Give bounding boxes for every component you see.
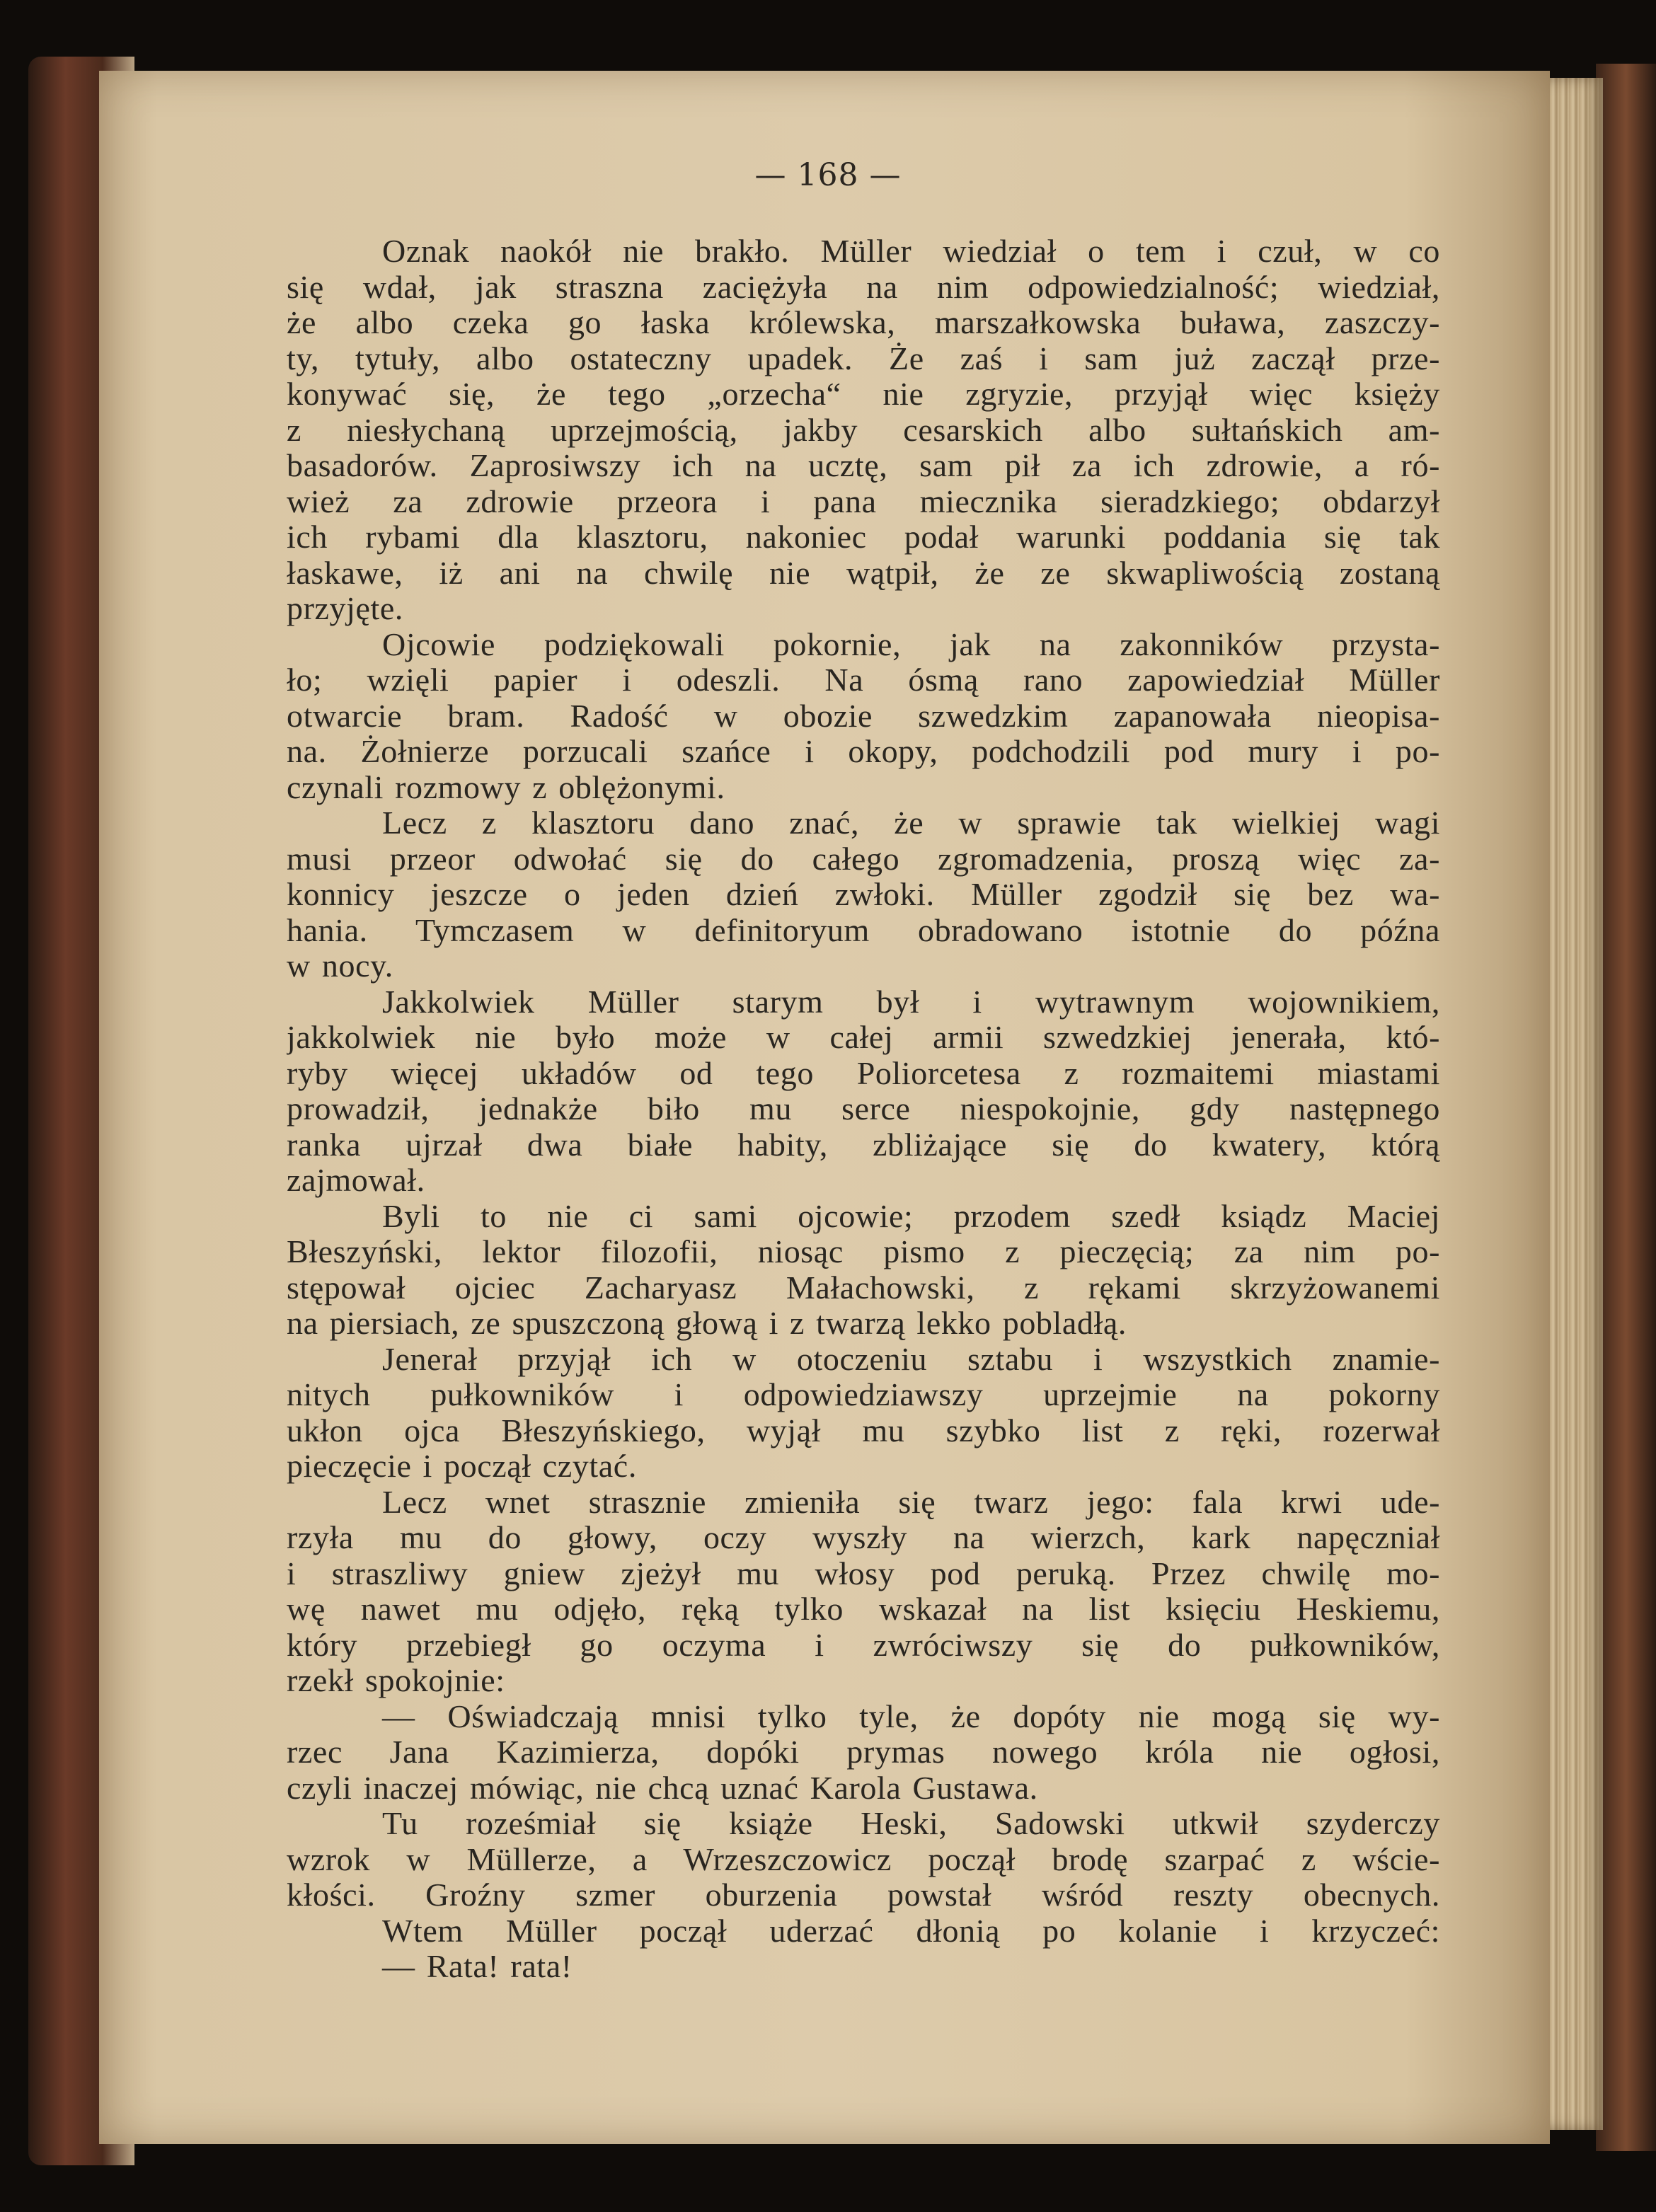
text-line: wzrok w Müllerze, a Wrzeszczowicz począł brodę szarpać z wście- bbox=[287, 1841, 1440, 1877]
text-line: basadorów. Zaprosiwszy ich na ucztę, sam pił za ich zdrowie, a ró- bbox=[287, 448, 1440, 483]
text-line: Wtem Müller począł uderzać dłonią po kolanie i krzyczeć: bbox=[382, 1913, 1440, 1949]
text-line: łaskawe, iż ani na chwilę nie wątpił, że ze skwapliwością zostaną bbox=[287, 555, 1440, 591]
text-line: przyjęte. bbox=[287, 591, 404, 626]
text-line: Błeszyński, lektor filozofii, niosąc pismo z pieczęcią; za nim po- bbox=[287, 1234, 1440, 1269]
text-line: nitych pułkowników i odpowiedziawszy uprzejmie na pokorny bbox=[287, 1377, 1440, 1412]
text-line: rzekł spokojnie: bbox=[287, 1663, 505, 1698]
text-line: konywać się, że tego „orzecha“ nie zgryzie, przyjął więc księży bbox=[287, 376, 1440, 412]
text-line: jakkolwiek nie było może w całej armii szwedzkiej jenerała, któ- bbox=[287, 1020, 1440, 1055]
text-line: Ojcowie podziękowali pokornie, jak na zakonników przysta- bbox=[382, 626, 1440, 662]
text-line: — Rata! rata! bbox=[382, 1949, 573, 1984]
text-line: otwarcie bram. Radość w obozie szwedzkim zapanowała nieopisa- bbox=[287, 698, 1440, 734]
text-line: ło; wzięli papier i odeszli. Na ósmą rano zapowiedział Müller bbox=[287, 662, 1440, 698]
text-line: Jakkolwiek Müller starym był i wytrawnym wojownikiem, bbox=[382, 984, 1440, 1020]
text-line: Lecz wnet strasznie zmieniła się twarz jego: fala krwi ude- bbox=[382, 1484, 1440, 1520]
text-line: musi przeor odwołać się do całego zgromadzenia, proszą więc za- bbox=[287, 841, 1440, 877]
text-line: Byli to nie ci sami ojcowie; przodem szedł ksiądz Maciej bbox=[382, 1198, 1440, 1234]
text-line: rzec Jana Kazimierza, dopóki prymas nowego króla nie ogłosi, bbox=[287, 1734, 1440, 1770]
text-line: Tu roześmiał się książe Heski, Sadowski utkwił szyderczy bbox=[382, 1806, 1440, 1841]
page-number: — 168 — bbox=[754, 157, 902, 193]
text-line: Jenerał przyjął ich w otoczeniu sztabu i wszystkich znamie- bbox=[382, 1341, 1440, 1377]
text-line: z niesłychaną uprzejmością, jakby cesarskich albo sułtańskich am- bbox=[287, 412, 1440, 448]
text-line: hania. Tymczasem w definitoryum obradowano istotnie do późna bbox=[287, 912, 1440, 948]
text-line: konnicy jeszcze o jeden dzień zwłoki. Müller zgodził się bez wa- bbox=[287, 877, 1440, 912]
text-line: kłości. Groźny szmer oburzenia powstał wśród reszty obecnych. bbox=[287, 1877, 1440, 1913]
text-line: zajmował. bbox=[287, 1163, 425, 1198]
text-line: który przebiegł go oczyma i zwróciwszy się do pułkowników, bbox=[287, 1627, 1440, 1663]
text-line: rzyła mu do głowy, oczy wyszły na wierzch, kark napęczniał bbox=[287, 1520, 1440, 1555]
text-line: ich rybami dla klasztoru, nakoniec podał warunki poddania się tak bbox=[287, 519, 1440, 555]
text-line: Oznak naokół nie brakło. Müller wiedział o tem i czuł, w co bbox=[382, 234, 1440, 269]
text-line: na. Żołnierze porzucali szańce i okopy, podchodzili pod mury i po- bbox=[287, 734, 1440, 769]
text-line: w nocy. bbox=[287, 948, 393, 984]
text-line: ukłon ojca Błeszyńskiego, wyjął mu szybko list z ręki, rozerwał bbox=[287, 1412, 1440, 1448]
text-line: wę nawet mu odjęło, ręką tylko wskazał na list księciu Heskiemu, bbox=[287, 1591, 1440, 1627]
text-line: że albo czeka go łaska królewska, marszałkowska buława, zaszczy- bbox=[287, 305, 1440, 340]
text-line: — Oświadczają mnisi tylko tyle, że dopóty nie mogą się wy- bbox=[382, 1698, 1440, 1734]
text-line: stępował ojciec Zacharyasz Małachowski, z rękami skrzyżowanemi bbox=[287, 1269, 1440, 1306]
text-line: wież za zdrowie przeora i pana miecznika sieradzkiego; obdarzył bbox=[287, 483, 1440, 519]
text-line: ranka ujrzał dwa białe habity, zbliżające się do kwatery, którą bbox=[287, 1127, 1440, 1163]
text-line: Lecz z klasztoru dano znać, że w sprawie tak wielkiej wagi bbox=[382, 805, 1440, 841]
text-line: się wdał, jak straszna zaciężyła na nim odpowiedzialność; wiedział, bbox=[287, 269, 1440, 305]
body-text bbox=[287, 234, 1440, 1985]
text-line: ty, tytuły, albo ostateczny upadek. Że zaś i sam już zaczął prze- bbox=[287, 340, 1440, 376]
text-line: czyli inaczej mówiąc, nie chcą uznać Karola Gustawa. bbox=[287, 1770, 1038, 1806]
text-line: czynali rozmowy z oblężonymi. bbox=[287, 769, 725, 805]
text-line: i straszliwy gniew zjeżył mu włosy pod peruką. Przez chwilę mo- bbox=[287, 1555, 1440, 1591]
text-line: prowadził, jednakże biło mu serce niespokojnie, gdy następnego bbox=[287, 1091, 1440, 1127]
text-line: ryby więcej układów od tego Poliorcetesa z rozmaitemi miastami bbox=[287, 1055, 1440, 1091]
text-line: na piersiach, ze spuszczoną głową i z twarzą lekko pobladłą. bbox=[287, 1306, 1127, 1341]
book-binding-right bbox=[1596, 64, 1656, 2151]
text-line: pieczęcie i począł czytać. bbox=[287, 1448, 637, 1484]
